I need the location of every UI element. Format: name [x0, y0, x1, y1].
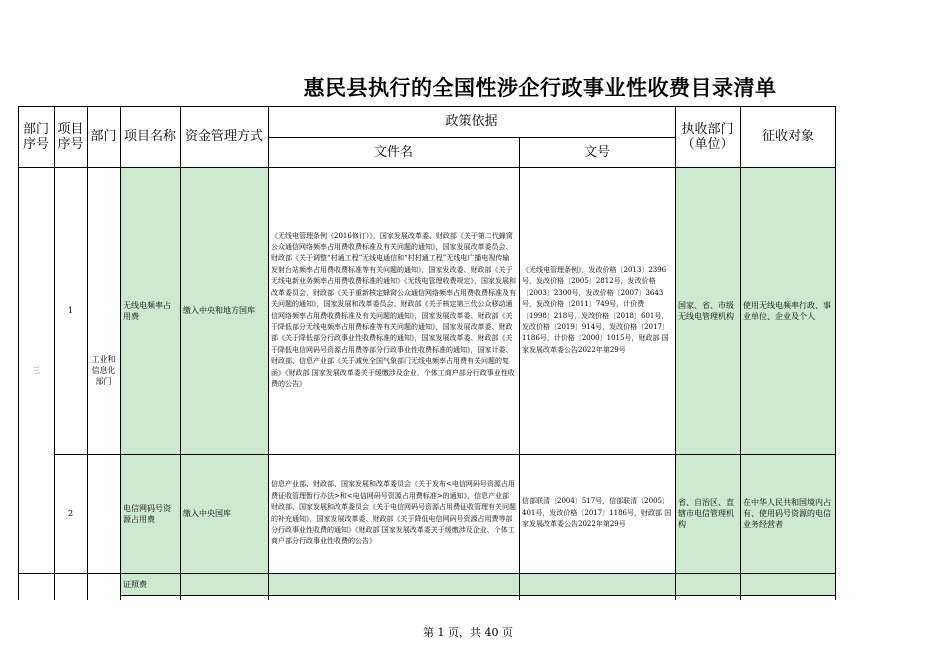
table-row-1-doc-name: 《无线电管理条例（2016修订）》，国家发展改革委、财政部《关于第二代蜂窝公众通信网络频率占用费收费标准及有关问题的通知》，国家发展改革委员会、财政部《关于调整“村通工程”无线电通信和“村村通工程”无线电广播电视传输发射台站频率占用费收费标准等有关问题的通知》，国家发改委、财政部《关于无线电新业务频率占用费收费标准的通知》《无线电管理收费规定》，国家发展和改革委员会、财政部《关于重新核定蜂窝公众通信网络频率占用费收费标准及有关问题的通知》，国家发展和改革委员会、财政部《关于核定第三代公众移动通信网络频率占用费收费标准及有关问题的通知》，国家发展改革委、财政部《关于降低部分无线电频率占用费标准等有关问题的通知》，国家发展改革委、财政部《关于降低部分行政事业性收费标准的通知》，国家发展改革委、财政部《关于降低电信网码号资源占用费等部分行政事业性收费标准的通知》，国家计委、财政部、信息产业部《关于减免全国气象部门无线电频率占用费有关问题的复函》《财政部 国家发展改革委关于缓缴涉及企业、个体工商户部分行政事业性收费的公告》 — [271, 231, 516, 388]
fee-table — [18, 106, 836, 600]
page-footer: 第 1 页，共 40 页 — [423, 626, 513, 639]
table-row-1-doc-no: 《无线电管理条例》，发改价格〔2013〕2396号，发改价格〔2005〕2812号，发改价格〔2003〕2300号，发改价格〔2007〕3643号，发改价格〔2011〕749号，计价费〔1998〕218号，发改价格〔2018〕601号，发改价格〔2019〕914号，发改价格〔2017〕1186号，计价格〔2000〕1015号，财政部 国家发展改革委公告2022年第29号 — [522, 265, 669, 354]
header-fund-mgmt: 资金管理方式 — [184, 129, 263, 144]
table-row-2-item-name: 电信网码号资源占用费 — [123, 503, 171, 524]
header-policy-basis: 政策依据 — [445, 114, 498, 129]
dept-no-cell: 三 — [32, 365, 40, 375]
table-row-2-doc-name: 信息产业部、财政部、国家发展和改革委员会《关于发布<电信网码号资源占用费征收管理暂行办法>和<电信网码号资源占用费标准>的通知》，信息产业部财政部、国家发展和改革委员会《关于电信网码号资源占用费征收管理有关问题的补充通知》，国家发展改革委、财政部《关于降低电信网码号资源占用费等部分行政事业性收费的通知》《财政部 国家发展改革委关于缓缴涉及企业、个体工商户部分行政事业性收费的公告》 — [271, 480, 516, 546]
header-dept: 部门 — [90, 129, 117, 144]
dept-cell: 工业和信息化部门 — [91, 354, 116, 386]
table-row-1-item-name: 无线电频率占用费 — [123, 300, 171, 321]
table-row-2-fund-mgmt: 缴入中央国库 — [183, 509, 231, 518]
table-row-2-exec-dept: 省、自治区、直辖市电信管理机构 — [678, 498, 734, 529]
table-row-1-exec-dept: 国家、省、市级无线电管理机构 — [678, 300, 734, 321]
header-item-no: 项目序号 — [57, 121, 84, 152]
table-row-2-item-no: 2 — [67, 509, 74, 518]
header-collect-obj: 征收对象 — [761, 129, 814, 144]
table-row-1-item-no: 1 — [67, 306, 74, 315]
header-dept-no: 部门序号 — [22, 121, 49, 152]
header-doc-no: 文号 — [583, 144, 610, 160]
table-row-2-collect-obj: 在中华人民共和国境内占有、使用码号资源的电信业务经营者 — [743, 498, 831, 529]
table-row-1-fund-mgmt: 缴入中央和地方国库 — [183, 306, 255, 315]
table-row-3-item-name: 证照费 — [123, 579, 147, 589]
header-doc-name: 文件名 — [373, 144, 413, 160]
page-title: 惠民县执行的全国性涉企行政事业性收费目录清单 — [303, 76, 777, 100]
header-exec-dept: 执收部门（单位） — [681, 121, 734, 152]
table-row-2-doc-no: 信部联清〔2004〕517号，信部联清〔2005〕401号，发改价格〔2017〕1186号，财政部 国家发展改革委公告2022年第29号 — [522, 497, 672, 529]
header-item-name: 项目名称 — [123, 129, 176, 144]
table-row-1-collect-obj: 使用无线电频率行政、事业单位、企业及个人 — [743, 300, 831, 321]
